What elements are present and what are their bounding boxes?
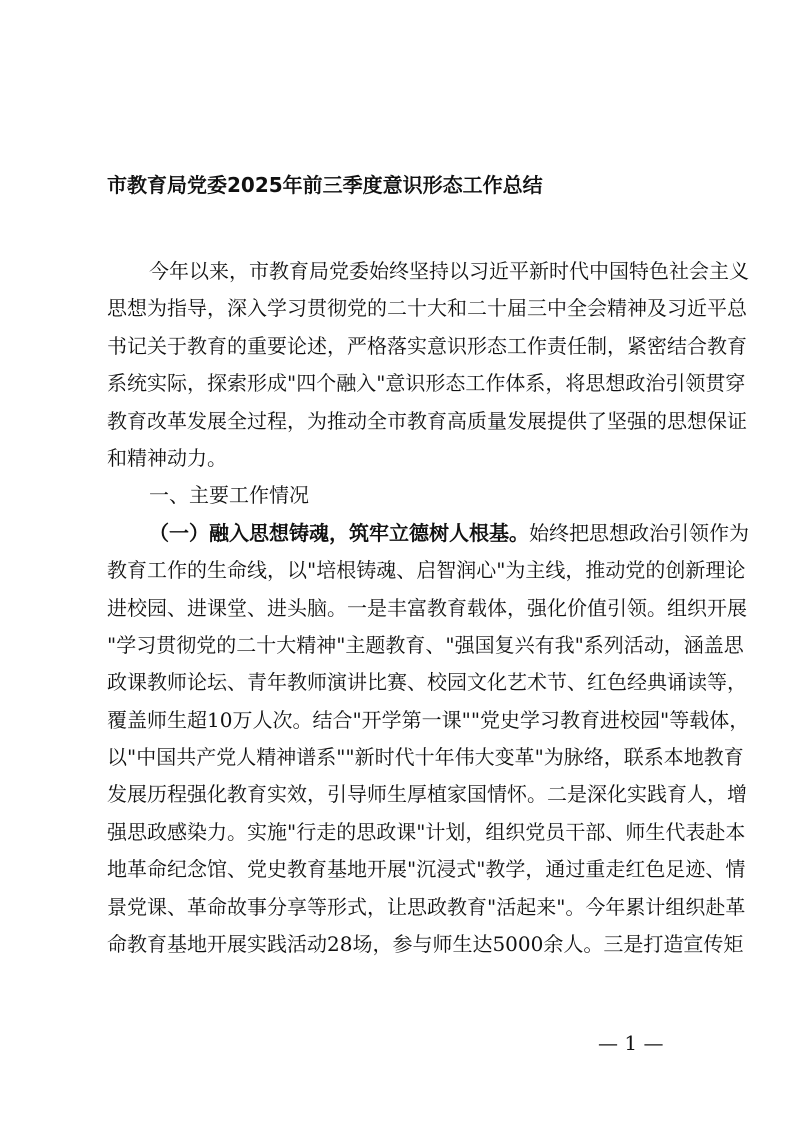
paragraph-line: 覆盖师生超10万人次。结合"开学第一课""党史学习教育进校园"等载体，	[107, 707, 750, 732]
paragraph-line: 景党课、革命故事分享等形式，让思政教育"活起来"。今年累计组织赴革	[107, 894, 746, 919]
paragraph-line: 系统实际，探索形成"四个融入"意识形态工作体系，将思想政治引领贯穿	[107, 371, 746, 396]
intro-paragraph	[107, 253, 750, 963]
paragraph-line: 今年以来，市教育局党委始终坚持以习近平新时代中国特色社会主义	[149, 259, 749, 283]
subsection-first-line	[107, 515, 749, 552]
paragraph-line: 思想为指导，深入学习贯彻党的二十大和二十届三中全会精神及习近平总	[107, 296, 747, 321]
subsection-lead-rest: 始终把思想政治引领作为	[529, 520, 749, 545]
paragraph-line: 和精神动力。	[107, 445, 227, 470]
paragraph-line: 书记关于教育的重要论述，严格落实意识形态工作责任制，紧密结合教育	[107, 333, 747, 358]
paragraph-line: 政课教师论坛、青年教师演讲比赛、校园文化艺术节、红色经典诵读等，	[107, 670, 747, 695]
paragraph-line: 发展历程强化教育实效，引导师生厚植家国情怀。二是深化实践育人，增	[107, 782, 747, 807]
paragraph-line: 以"中国共产党人精神谱系""新时代十年伟大变革"为脉络，联系本地教育	[107, 745, 744, 770]
paragraph-line: 进校园、进课堂、进头脑。一是丰富教育载体，强化价值引领。组织开展	[107, 595, 747, 620]
paragraph-line: 强思政感染力。实施"行走的思政课"计划，组织党员干部、师生代表赴本	[107, 819, 746, 844]
page-number: — 1 —	[598, 1031, 664, 1055]
subsection-lead: （一）融入思想铸魂，筑牢立德树人根基。	[149, 520, 529, 545]
document-title: 市教育局党委2025年前三季度意识形态工作总结	[107, 173, 543, 197]
paragraph-line: 教育改革发展全过程，为推动全市教育高质量发展提供了坚强的思想保证	[107, 408, 747, 433]
section-heading: 一、主要工作情况	[149, 483, 309, 508]
paragraph-line: 地革命纪念馆、党史教育基地开展"沉浸式"教学，通过重走红色足迹、情	[107, 857, 746, 882]
paragraph-line: "学习贯彻党的二十大精神"主题教育、"强国复兴有我"系列活动，涵盖思	[107, 632, 744, 657]
paragraph-line: 教育工作的生命线，以"培根铸魂、启智润心"为主线，推动党的创新理论	[107, 558, 746, 583]
paragraph-line: 命教育基地开展实践活动28场，参与师生达5000余人。三是打造宣传矩	[107, 932, 744, 957]
